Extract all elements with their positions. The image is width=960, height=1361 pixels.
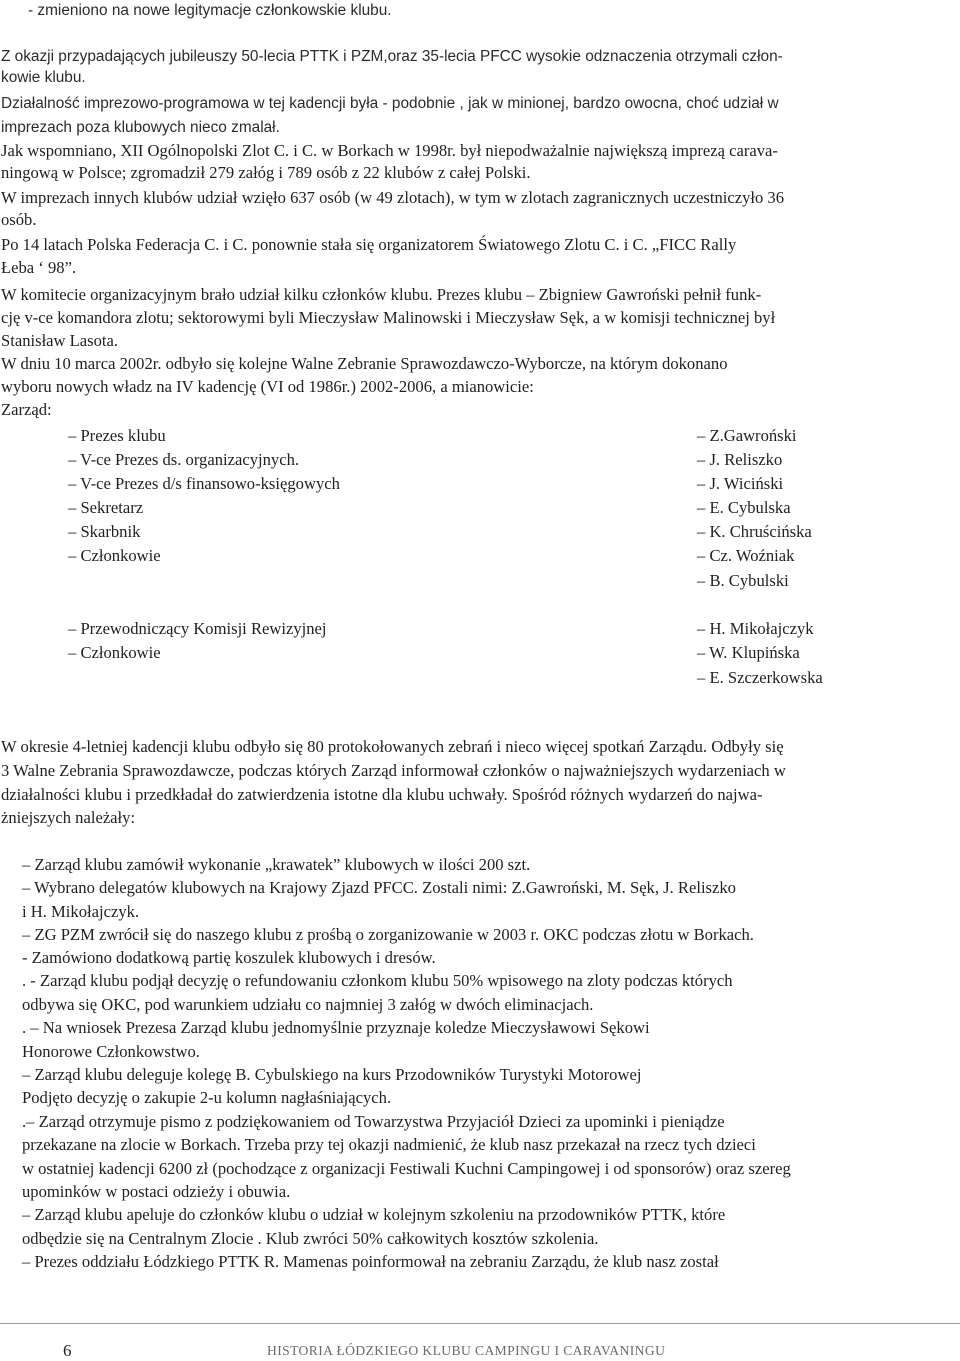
event-line: Podjęto decyzję o zakupie 2-u kolumn nagłaśniających. (22, 1088, 392, 1107)
footer-title: HISTORIA ŁÓDZKIEGO KLUBU CAMPINGU I CARAVANINGU (267, 1343, 666, 1358)
event-line: Honorowe Członkowstwo. (22, 1042, 200, 1061)
text-line: W komitecie organizacyjnym brało udział kilku członków klubu. Prezes klubu – Zbigniew Gawroński pełnił funk- (1, 285, 762, 304)
text-line: cję v-ce komandora zlotu; sektorowymi byli Mieczysław Malinowski i Mieczysław Sęk, a w komisji technicznej był (1, 308, 776, 327)
event-line: i H. Mikołajczyk. (22, 902, 140, 921)
event-line: upominków w postaci odzieży i obuwia. (22, 1182, 291, 1201)
event-line: – ZG PZM zwrócił się do naszego klubu z prośbą o zorganizowanie w 2003 r. OKC podczas złotu w Borkach. (22, 925, 754, 944)
event-line: – Zarząd klubu apeluje do członków klubu o udział w kolejnym szkoleniu na przodowników PTTK, które (22, 1205, 726, 1224)
event-line: – Zarząd klubu zamówił wykonanie „krawatek” klubowych w ilości 200 szt. (22, 855, 531, 874)
text-line: - zmieniono na nowe legitymacje członkowskie klubu. (28, 2, 392, 19)
audit-member: – W. Klupińska (697, 643, 800, 662)
board-member: – E. Cybulska (697, 498, 791, 517)
board-role: – Prezes klubu (68, 426, 166, 445)
text-line: Jak wspomniano, XII Ogólnopolski Zlot C. i C. w Borkach w 1998r. był niepodważalnie największą imprezą carava- (1, 141, 778, 160)
text-line: wyboru nowych władz na IV kadencję (VI od 1986r.) 2002-2006, a mianowicie: (1, 377, 534, 396)
event-line: odbywa się OKC, pod warunkiem udziału co najmniej 3 załóg w dwóch eliminacjach. (22, 995, 594, 1014)
section-heading: Zarząd: (1, 400, 52, 419)
text-line: W okresie 4-letniej kadencji klubu odbyło się 80 protokołowanych zebrań i nieco więcej spotkań Zarządu. Odbyły się (1, 737, 784, 756)
audit-role: – Przewodniczący Komisji Rewizyjnej (68, 619, 327, 638)
audit-member: – H. Mikołajczyk (697, 619, 814, 638)
board-member: – K. Chruścińska (697, 522, 812, 541)
board-role: – V-ce Prezes ds. organizacyjnych. (68, 450, 300, 469)
text-line: Działalność imprezowo-programowa w tej kadencji była - podobnie , jak w minionej, bardzo owocna, choć udział w (1, 95, 779, 112)
board-role: – Sekretarz (68, 498, 144, 517)
event-line: .– Zarząd otrzymuje pismo z podziękowaniem od Towarzystwa Przyjaciół Dzieci za upominki i pieniądze (22, 1112, 725, 1131)
board-member: – Z.Gawroński (697, 426, 797, 445)
audit-member: – E. Szczerkowska (697, 668, 823, 687)
text-line: Po 14 latach Polska Federacja C. i C. ponownie stała się organizatorem Światowego Zlotu C. i C. „FICC Rally (1, 235, 737, 254)
audit-role: – Członkowie (68, 643, 161, 662)
board-member: – B. Cybulski (697, 571, 789, 590)
text-line: ningową w Polsce; zgromadził 279 załóg i 789 osób z 22 klubów z całej Polski. (1, 163, 531, 182)
text-line: osób. (1, 210, 37, 229)
board-role: – Skarbnik (68, 522, 141, 541)
page-number: 6 (63, 1341, 72, 1360)
footer-rule (0, 1323, 960, 1324)
text-line: kowie klubu. (1, 69, 86, 86)
text-line: W imprezach innych klubów udział wzięło 637 osób (w 49 zlotach), w tym w zlotach zagranicznych uczestniczyło 36 (1, 188, 785, 207)
board-member: – Cz. Woźniak (697, 546, 795, 565)
text-line: Stanisław Lasota. (1, 331, 119, 350)
event-line: odbędzie się na Centralnym Zlocie . Klub zwróci 50% całkowitych kosztów szkolenia. (22, 1229, 599, 1248)
board-role: – V-ce Prezes d/s finansowo-księgowych (68, 474, 340, 493)
event-line: w ostatniej kadencji 6200 zł (pochodzące z organizacji Festiwali Kuchni Campingowej i od sponsorów) oraz szereg (22, 1159, 791, 1178)
event-line: - Zamówiono dodatkową partię koszulek klubowych i dresów. (22, 948, 436, 967)
text-line: 3 Walne Zebrania Sprawozdawcze, podczas których Zarząd informował członków o najważniejszych wydarzeniach w (1, 761, 786, 780)
board-role: – Członkowie (68, 546, 161, 565)
event-line: – Prezes oddziału Łódzkiego PTTK R. Mamenas poinformował na zebraniu Zarządu, że klub nasz został (22, 1252, 719, 1271)
event-line: – Wybrano delegatów klubowych na Krajowy Zjazd PFCC. Zostali nimi: Z.Gawroński, M. Sęk, J. Reliszko (22, 878, 736, 897)
text-line: imprezach poza klubowych nieco zmalał. (1, 119, 280, 136)
text-line: Łeba ‘ 98”. (1, 258, 77, 277)
text-line: W dniu 10 marca 2002r. odbyło się kolejne Walne Zebranie Sprawozdawczo-Wyborcze, na którym dokonano (1, 354, 728, 373)
text-line: Z okazji przypadających jubileuszy 50-lecia PTTK i PZM,oraz 35-lecia PFCC wysokie odznaczenia otrzymali człon- (1, 48, 783, 65)
board-member: – J. Reliszko (697, 450, 783, 469)
event-line: . - Zarząd klubu podjął decyzję o refundowaniu członkom klubu 50% wpisowego na zloty podczas których (22, 971, 733, 990)
board-member: – J. Wiciński (697, 474, 784, 493)
text-line: działalności klubu i przedkładał do zatwierdzenia istotne dla klubu uchwały. Spośród różnych wydarzeń do najwa- (1, 785, 763, 804)
event-line: przekazane na zlocie w Borkach. Trzeba przy tej okazji nadmienić, że klub nasz przekazał na rzecz tych dzieci (22, 1135, 756, 1154)
event-line: – Zarząd klubu deleguje kolegę B. Cybulskiego na kurs Przodowników Turystyki Motorowej (22, 1065, 642, 1084)
text-line: żniejszych należały: (1, 808, 136, 827)
event-line: . – Na wniosek Prezesa Zarząd klubu jednomyślnie przyznaje koledze Mieczysławowi Sękowi (22, 1018, 650, 1037)
